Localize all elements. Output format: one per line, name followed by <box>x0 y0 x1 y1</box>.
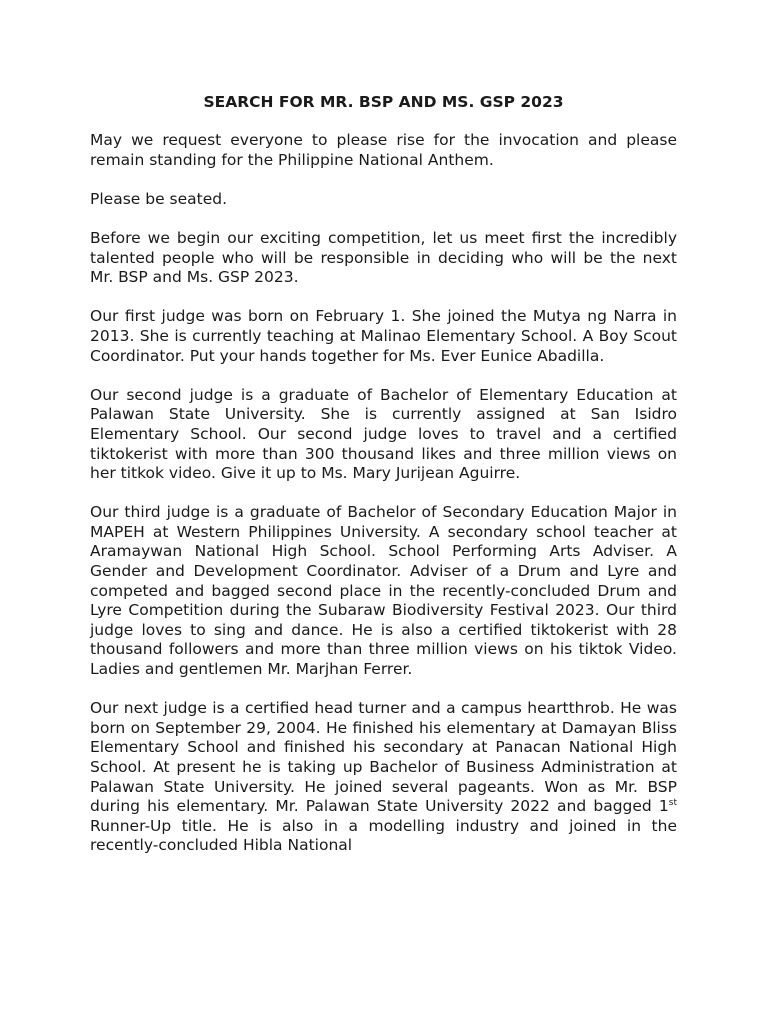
paragraph-first-judge: Our first judge was born on February 1. She joined the Mutya ng Narra in 2013. She is currently teaching at Malinao Elementary School. A Boy Scout Coordinator. Put your hands together for Ms. Ever Eunice Abadilla. <box>90 307 677 365</box>
ordinal-superscript: st <box>668 798 677 809</box>
paragraph-judges-intro: Before we begin our exciting competition, let us meet first the incredibly talented people who will be responsible in deciding who will be the next Mr. BSP and Ms. GSP 2023. <box>90 228 677 287</box>
paragraph-be-seated: Please be seated. <box>90 189 228 208</box>
paragraph-invocation: May we request everyone to please rise for the invocation and please remain standing for the Philippine National Anthem. <box>90 131 677 169</box>
document-title: SEARCH FOR MR. BSP AND MS. GSP 2023 <box>203 93 564 111</box>
next-judge-text-end: Runner-Up title. He is also in a modelling industry and joined in the recently-concluded Hibla National <box>90 816 677 855</box>
paragraph-second-judge: Our second judge is a graduate of Bachelor of Elementary Education at Palawan State University. She is currently assigned at San Isidro Elementary School. Our second judge loves to travel and a certified tiktokerist with more than 300 thousand likes and three million views on her titkok video. Give it up to Ms. Mary Jurijean Aguirre. <box>90 385 677 483</box>
next-judge-text-start: Our next judge is a certified head turner and a campus heartthrob. He was born on September 29, 2004. He finished his elementary at Damayan Bliss Elementary School and finished his secondary at Panacan National High School. At present he is taking up Bachelor of Business Administration at Palawan State University. He joined several pageants. Won as Mr. BSP during his elementary. Mr. Palawan State University 2022 and bagged 1 <box>90 699 677 816</box>
paragraph-third-judge: Our third judge is a graduate of Bachelor of Secondary Education Major in MAPEH at Western Philippines University. A secondary school teacher at Aramaywan National High School. School Performing Arts Adviser. A Gender and Development Coordinator. Adviser of a Drum and Lyre and competed and bagged second place in the recently-concluded Drum and Lyre Competition during the Subaraw Biodiversity Festival 2023. Our third judge loves to sing and dance. He is also a certified tiktokerist with 28 thousand followers and more than three million views on his tiktok Video. Ladies and gentlemen Mr. Marjhan Ferrer. <box>90 503 677 679</box>
document-page <box>90 92 677 856</box>
paragraph-next-judge <box>90 699 677 856</box>
